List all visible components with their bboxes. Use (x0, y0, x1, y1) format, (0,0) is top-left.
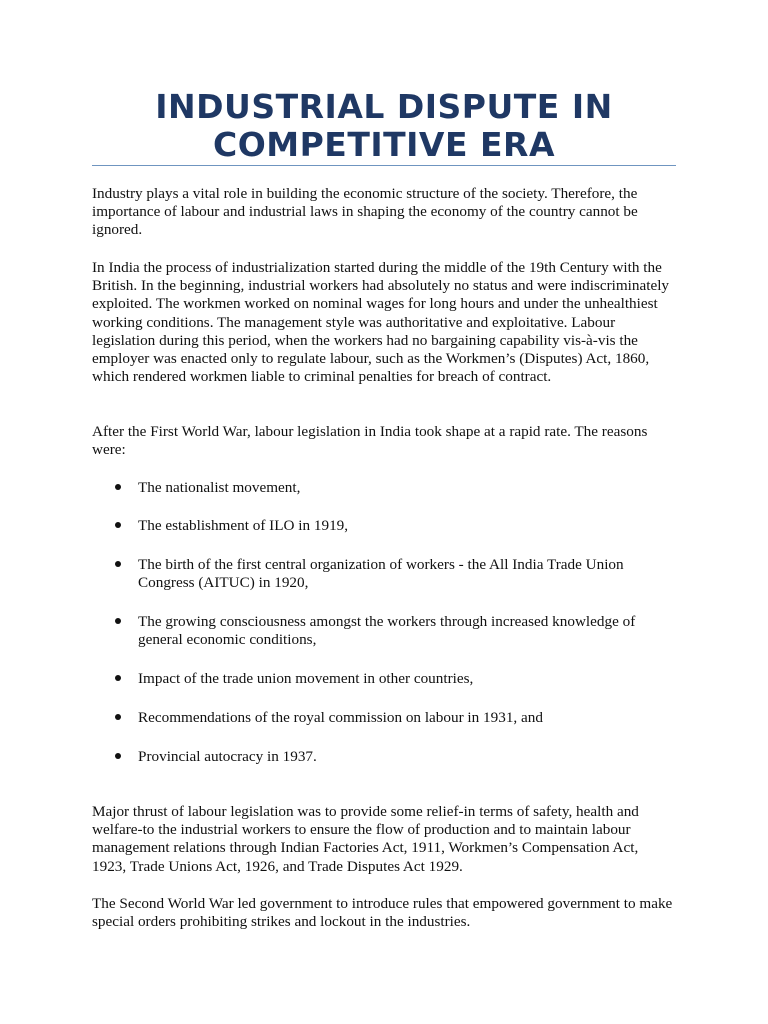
bullet-icon (115, 675, 121, 681)
paragraph-second-world-war: The Second World War led government to introduce rules that empowered government to make special orders prohibiting strikes and lockout in the industries. (92, 895, 673, 931)
bullet-icon (115, 522, 121, 528)
title-line-1: INDUSTRIAL DISPUTE IN (155, 87, 613, 126)
list-item-text: The nationalist movement, (138, 479, 301, 496)
title-divider (92, 165, 676, 166)
list-item-text: The growing consciousness amongst the workers through increased knowledge of general economic conditions, (138, 613, 636, 649)
paragraph-reasons: After the First World War, labour legislation in India took shape at a rapid rate. The reasons were: (92, 423, 648, 459)
bullet-icon (115, 618, 121, 624)
list-item-text: Provincial autocracy in 1937. (138, 748, 317, 765)
paragraph-major-thrust: Major thrust of labour legislation was to provide some relief-in terms of safety, health and welfare-to the industrial workers to ensure the flow of production and to maintain labour management relations through Indian Factories Act, 1911, Workmen’s Compensation Act, 1923, Trade Unions Act, 1926, and Trade Disputes Act 1929. (92, 803, 639, 875)
page-title (92, 88, 676, 164)
list-item-text: The establishment of ILO in 1919, (138, 517, 349, 534)
paragraph-intro: Industry plays a vital role in building the economic structure of the society. Therefore, the importance of labour and industrial laws in shaping the economy of the country cannot be ignored. (92, 185, 638, 239)
bullet-icon (115, 714, 121, 720)
title-line-2: COMPETITIVE ERA (213, 125, 555, 164)
paragraph-history: In India the process of industrialization started during the middle of the 19th Century with the British. In the beginning, industrial workers had absolutely no status and were indiscriminately exploited. The workmen worked on nominal wages for long hours and under the unhealthiest working conditions. The management style was authoritative and exploitative. Labour legislation during this period, when the workers had no bargaining capability vis-à-vis the employer was enacted only to regulate labour, such as the Workmen’s (Disputes) Act, 1860, which rendered workmen liable to criminal penalties for breach of contract. (92, 259, 670, 386)
bullet-icon (115, 753, 121, 759)
bullet-icon (115, 561, 121, 567)
bullet-icon (115, 484, 121, 490)
list-item-text: The birth of the first central organization of workers - the All India Trade Union Congress (AITUC) in 1920, (138, 556, 624, 592)
list-item-text: Recommendations of the royal commission on labour in 1931, and (138, 709, 543, 726)
list-item-text: Impact of the trade union movement in other countries, (138, 670, 474, 687)
